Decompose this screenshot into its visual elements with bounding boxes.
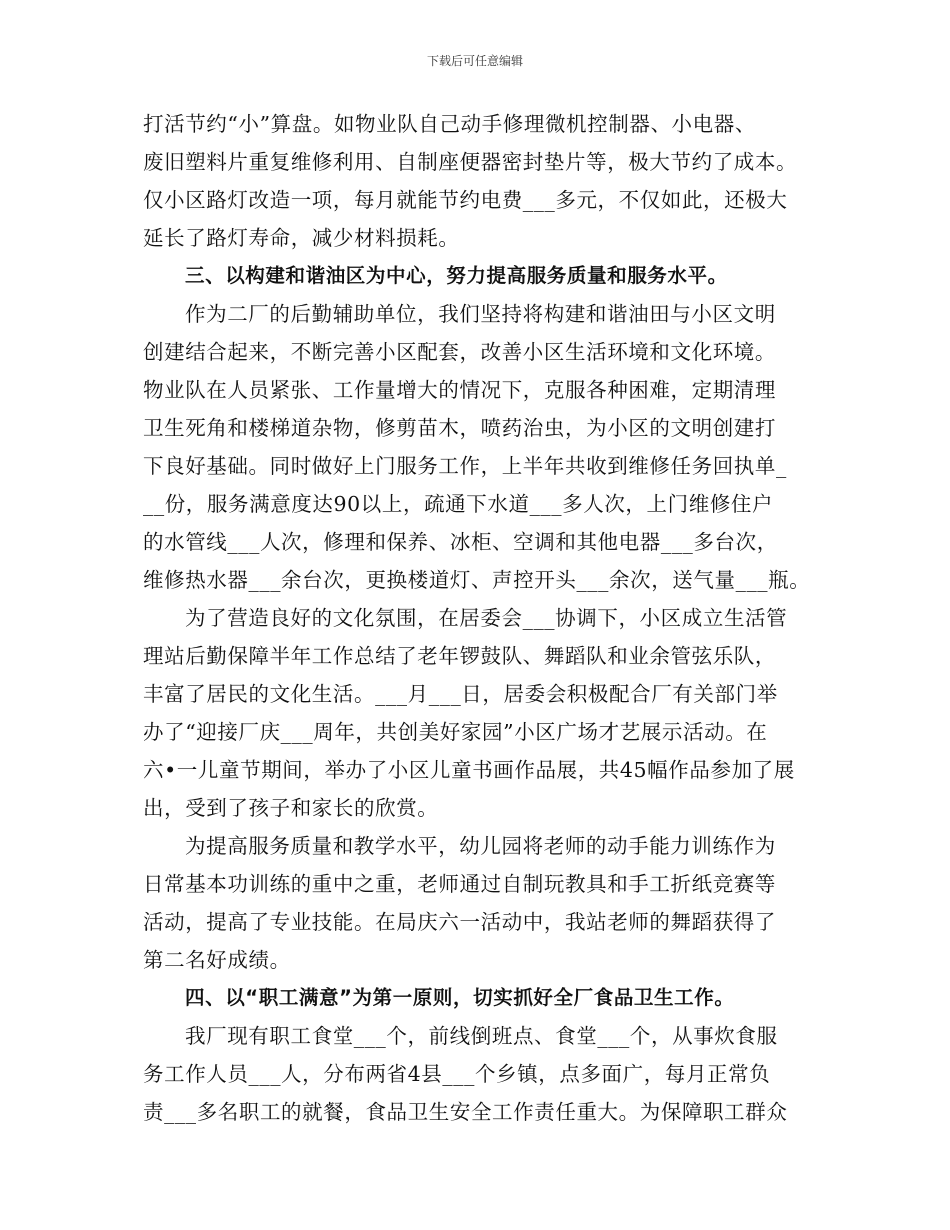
text-line: 六•一儿童节期间，举办了小区儿童书画作品展，共45幅作品参加了展: [143, 758, 795, 782]
text-line: 打活节约“小”算盘。如物业队自己动手修理微机控制器、小电器、: [143, 112, 756, 136]
text-line: 丰富了居民的文化生活。___月___日，居委会积极配合厂有关部门举: [143, 682, 778, 706]
text-line: 务工作人员___人，分布两省4县___个乡镇，点多面广，每月正常负: [143, 1062, 771, 1086]
text-line: 活动，提高了专业技能。在局庆六一活动中，我站老师的舞蹈获得了: [143, 910, 776, 934]
text-line: 维修热水器___余台次，更换楼道灯、声控开头___余次，送气量___瓶。: [143, 568, 811, 592]
text-line: __份，服务满意度达90以上，疏通下水道___多人次，上门维修住户: [143, 492, 774, 516]
text-line: 延长了路灯寿命，减少材料损耗。: [143, 226, 460, 250]
text-line: 物业队在人员紧张、工作量增大的情况下，克服各种困难，定期清理: [143, 378, 776, 402]
text-line: 办了“迎接厂庆___周年，共创美好家园”小区广场才艺展示活动。在: [143, 720, 768, 744]
text-line: 为了营造良好的文化氛围，在居委会___协调下，小区成立生活管: [185, 606, 788, 630]
text-line: 废旧塑料片重复维修利用、自制座便器密封垫片等，极大节约了成本。: [143, 150, 798, 174]
text-line: 创建结合起来，不断完善小区配套，改善小区生活环境和文化环境。: [143, 340, 776, 364]
text-line: 的水管线___人次，修理和保养、冰柜、空调和其他电器___多台次，: [143, 530, 778, 554]
section-heading: 三、以构建和谐油区为中心，努力提高服务质量和服务水平。: [185, 264, 728, 287]
text-line: 我厂现有职工食堂___个，前线倒班点、食堂___个，从事炊食服: [185, 1024, 778, 1048]
document-body: [143, 105, 810, 1131]
text-line: 仅小区路灯改造一项，每月就能节约电费___多元，不仅如此，还极大: [143, 188, 788, 212]
page-header: 下载后可任意编辑: [426, 54, 523, 68]
text-line: 为提高服务质量和教学水平，幼儿园将老师的动手能力训练作为: [185, 834, 776, 858]
section-heading: 四、以“职工满意”为第一原则，切实抓好全厂食品卫生工作。: [185, 986, 735, 1009]
text-line: 日常基本功训练的重中之重，老师通过自制玩教具和手工折纸竞赛等: [143, 872, 776, 896]
text-line: 作为二厂的后勤辅助单位，我们坚持将构建和谐油田与小区文明: [185, 302, 776, 326]
text-line: 第二名好成绩。: [143, 948, 291, 972]
text-line: 下良好基础。同时做好上门服务工作，上半年共收到维修任务回执单_: [143, 454, 787, 478]
text-line: 出，受到了孩子和家长的欣赏。: [143, 796, 439, 820]
text-line: 卫生死角和楼梯道杂物，修剪苗木，喷药治虫，为小区的文明创建打: [143, 416, 776, 440]
text-line: 理站后勤保障半年工作总结了老年锣鼓队、舞蹈队和业余管弦乐队，: [143, 644, 776, 668]
text-line: 责___多名职工的就餐，食品卫生安全工作责任重大。为保障职工群众: [143, 1100, 788, 1124]
